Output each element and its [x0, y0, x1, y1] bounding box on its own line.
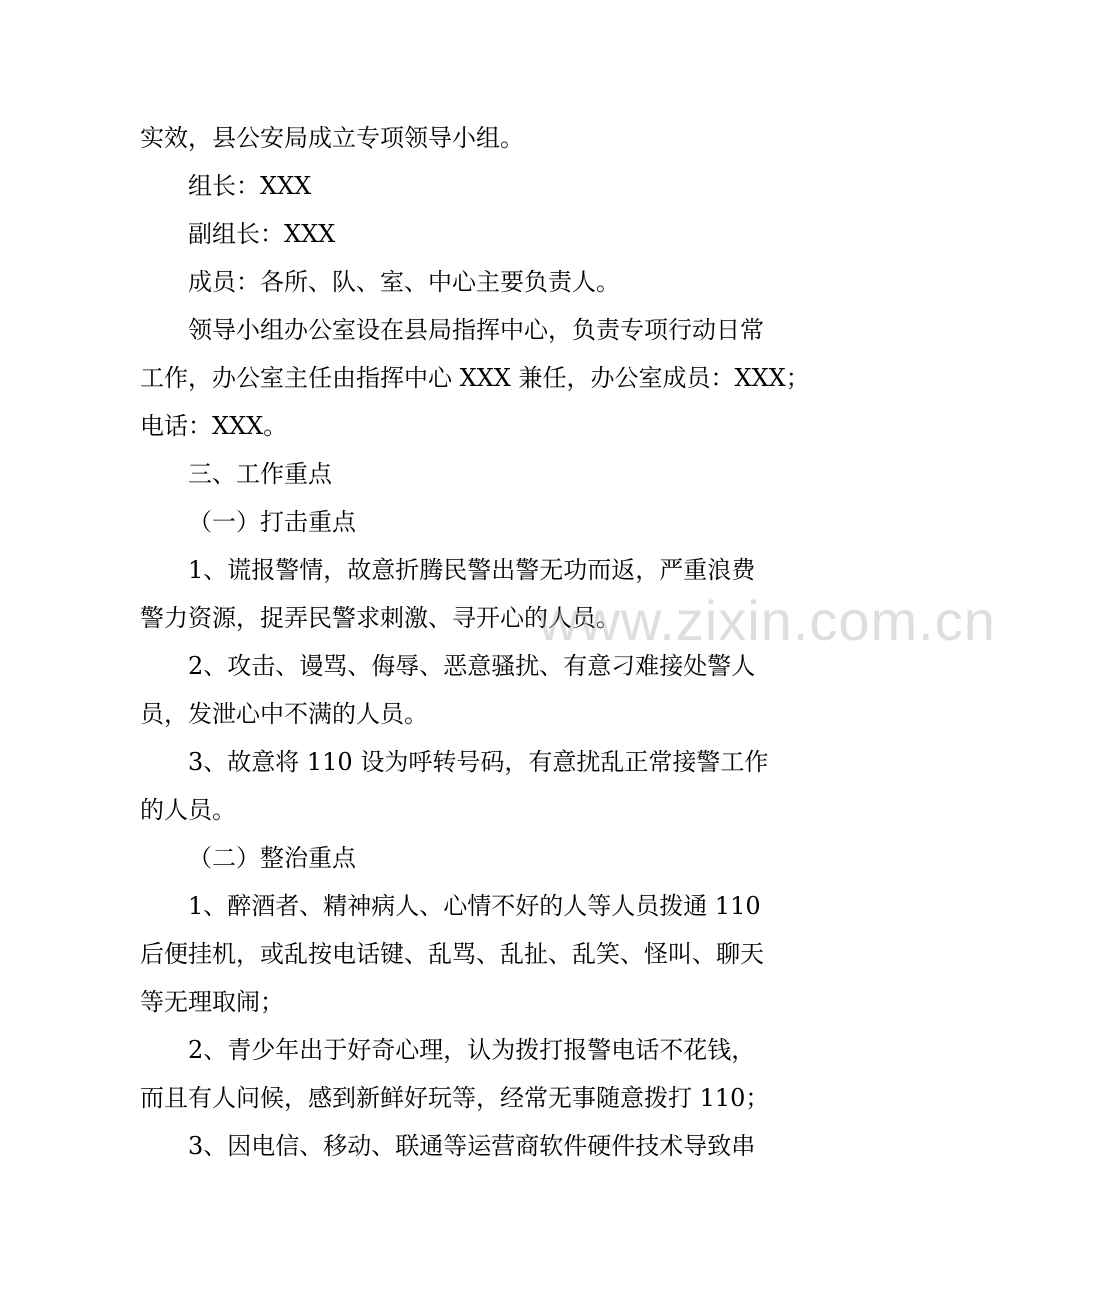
- text-line: 2、攻击、谩骂、侮辱、恶意骚扰、有意刁难接处警人: [188, 652, 756, 680]
- text-line: 工作，办公室主任由指挥中心 XXX 兼任，办公室成员：XXX；: [140, 364, 810, 392]
- text-line: 实效，县公安局成立专项领导小组。: [140, 124, 524, 152]
- text-line: 1、谎报警情，故意折腾民警出警无功而返，严重浪费: [188, 556, 756, 584]
- section-heading: 三、工作重点: [188, 460, 332, 488]
- watermark: www.zixin.com.cn: [538, 589, 996, 652]
- text-line: 3、因电信、移动、联通等运营商软件硬件技术导致串: [188, 1132, 756, 1160]
- text-line: 员，发泄心中不满的人员。: [140, 700, 428, 728]
- text-line: 的人员。: [140, 796, 236, 824]
- text-line: 成员：各所、队、室、中心主要负责人。: [188, 268, 620, 296]
- text-line: 3、故意将 110 设为呼转号码，有意扰乱正常接警工作: [188, 748, 769, 776]
- text-line: 警力资源，捉弄民警求刺激、寻开心的人员。: [140, 604, 620, 632]
- text-line: 组长：XXX: [188, 172, 312, 200]
- text-line: 后便挂机，或乱按电话键、乱骂、乱扯、乱笑、怪叫、聊天: [140, 940, 764, 968]
- subsection-heading: （二）整治重点: [188, 844, 356, 872]
- text-line: 电话：XXX。: [140, 412, 288, 440]
- text-line: 副组长：XXX: [188, 220, 336, 248]
- subsection-heading: （一）打击重点: [188, 508, 356, 536]
- text-line: 而且有人问候，感到新鲜好玩等，经常无事随意拨打 110；: [140, 1084, 770, 1112]
- text-line: 领导小组办公室设在县局指挥中心，负责专项行动日常: [188, 316, 764, 344]
- text-line: 等无理取闹；: [140, 988, 284, 1016]
- text-line: 1、醉酒者、精神病人、心情不好的人等人员拨通 110: [188, 892, 761, 920]
- text-line: 2、青少年出于好奇心理，认为拨打报警电话不花钱，: [188, 1036, 756, 1064]
